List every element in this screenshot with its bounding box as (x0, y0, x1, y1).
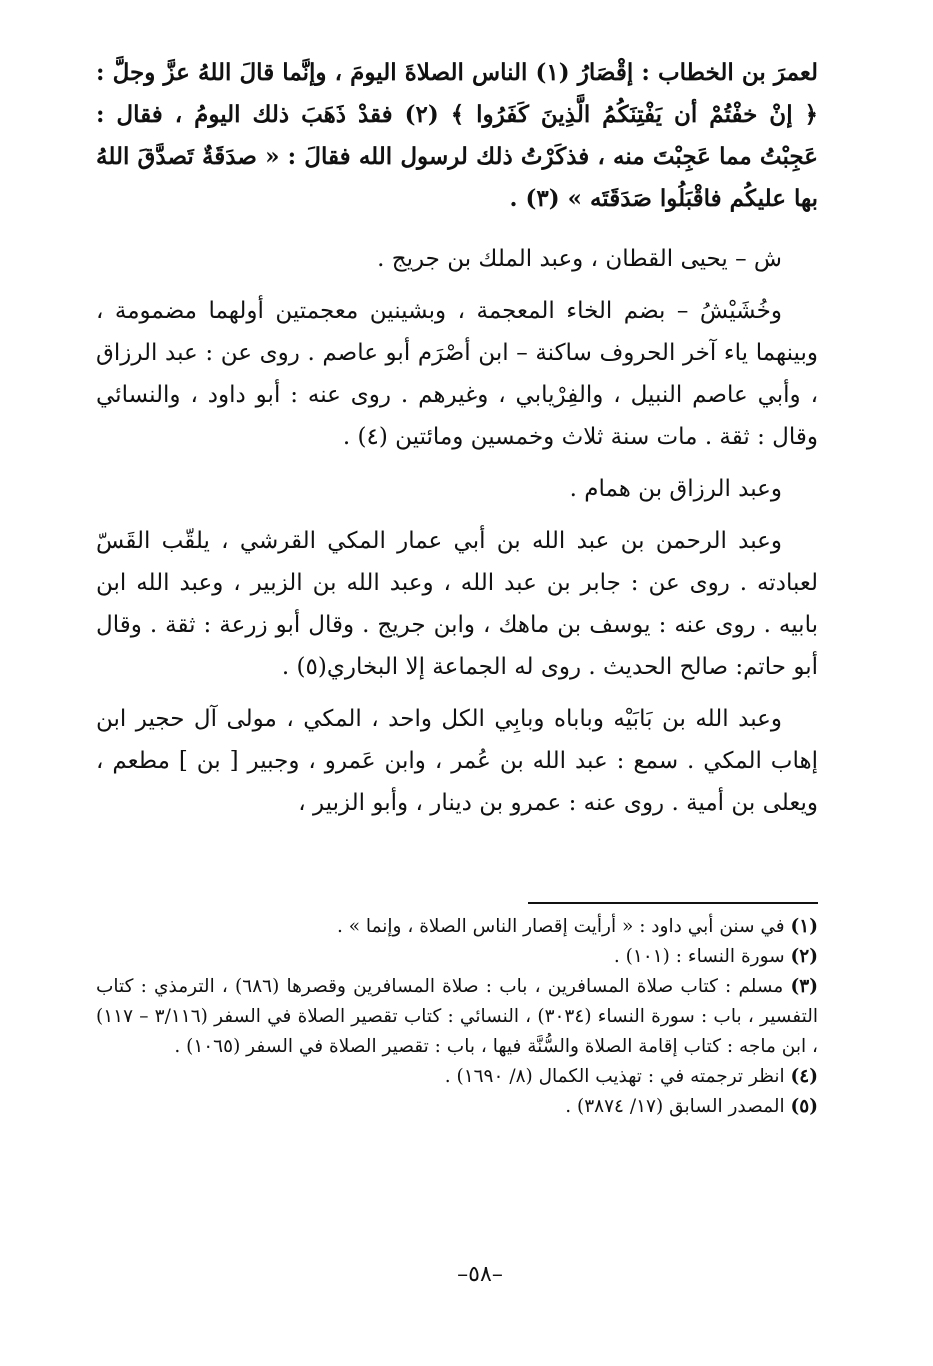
hadith-line: لعمرَ بن الخطاب : إقْصَارُ (١) الناس الصلاةَ اليومَ ، وإنَّما قالَ اللهُ عزَّ وجلَّ : (96, 59, 818, 86)
footnote (96, 1062, 818, 1092)
footnote-text: في سنن أبي داود : « أرأيت إقصار الناس الصلاة ، وإنما » . (336, 916, 785, 937)
page-number: –٥٨– (457, 1262, 503, 1287)
main-text (96, 52, 818, 834)
footnote-text: انظر ترجمته في : تهذيب الكمال (٨/ ١٦٩٠) . (444, 1066, 785, 1087)
hadith-text (96, 52, 818, 220)
narrator-abdurrazzaq: وعبد الرزاق بن همام . (569, 476, 782, 502)
footnote (96, 912, 818, 942)
narrator-khushaysh: وخُشَيْشُ – بضم الخاء المعجمة ، وبشينين معجمتين أولهما مضمومة ، وبينهما ياء آخر الحروف ساكنة – ابن أصْرَم أبو عاصم . روى عن : عبد الرزاق ، وأبي عاصم النبيل ، والفِرْيابي ، وغيرهم . روى عنه : أبو داود ، والنسائي وقال : ثقة . مات سنة ثلاث وخمسين ومائتين (٤) . (96, 298, 818, 450)
footnote-text: المصدر السابق (١٧/ ٣٨٧٤) . (565, 1096, 785, 1117)
footnote (96, 972, 818, 1062)
footnotes (96, 912, 818, 1122)
commentary-intro: ش – يحيى القطان ، وعبد الملك بن جريج . (377, 246, 782, 272)
hadith-line: ﴿ إنْ خفْتُمْ أن يَفْتِنَكُمُ الَّذِينَ كَفَرُوا ﴾ (٢) فقدْ ذَهَبَ ذلك اليومُ ، فقال : (96, 101, 819, 128)
narrator-abdurrahman: وعبد الرحمن بن عبد الله بن أبي عمار المكي القرشي ، يلقّب القَسّ لعبادته . روى عن : جابر بن عبد الله ، وعبد الله بن الزبير ، وعبد الله ابن بابيه . روى عنه : يوسف بن ماهك ، وابن جريج . وقال أبو زرعة : ثقة . وقال أبو حاتم: صالح الحديث . روى له الجماعة إلا البخاري(٥) . (96, 528, 818, 680)
footnote-separator (528, 902, 818, 904)
footnote-text: مسلم : كتاب صلاة المسافرين ، باب : صلاة المسافرين وقصرها (٦٨٦) ، الترمذي : كتاب التفسير ، باب : سورة النساء (٣٠٣٤) ، النسائي : كتاب تقصير الصلاة في السفر (٣/١١٦ – ١١٧) ، ابن ماجه : كتاب إقامة الصلاة والسُّنَّة فيها ، باب : تقصير الصلاة في السفر (١٠٦٥) . (96, 976, 818, 1057)
hadith-line: عَجِبْتُ مما عَجِبْتَ منه ، فذكَرْتُ ذلك لرسول الله فقالَ : « صدَقَةٌ تَصدَّقَ اللهُ (96, 143, 818, 170)
footnote-number: (٢) (790, 946, 818, 967)
hadith-line: بها عليكُم فاقْبَلُوا صَدَقَتَه » (٣) . (509, 185, 818, 212)
footnote-number: (٣) (790, 976, 818, 997)
footnote-text: سورة النساء : (١٠١) . (613, 946, 785, 967)
footnote (96, 1092, 818, 1122)
footnote-number: (٥) (790, 1096, 818, 1117)
footnote-number: (٤) (790, 1066, 818, 1087)
footnote (96, 942, 818, 972)
narrator-ibn-babayh: وعبد الله بن بَابَيْه وباباه وبابِي الكل واحد ، المكي ، مولى آل حجير ابن إهاب المكي . سمع : عبد الله بن عُمر ، وابن عَمرو ، وجبير [ بن ] مطعم ، ويعلى بن أمية . روى عنه : عمرو بن دينار ، وأبو الزبير ، (96, 706, 818, 816)
footnote-number: (١) (790, 916, 818, 937)
